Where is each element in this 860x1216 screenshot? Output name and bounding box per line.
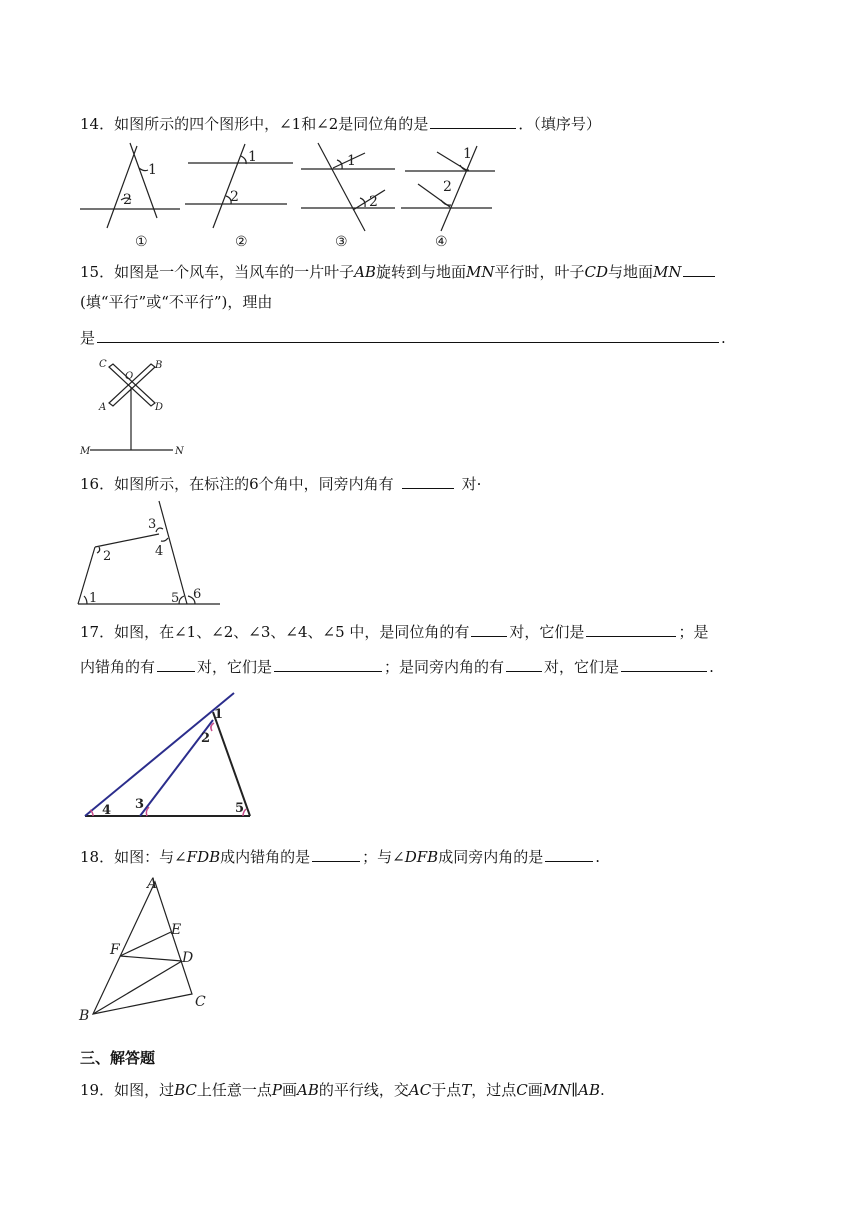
q14-answer-blank[interactable] bbox=[430, 112, 516, 129]
q17-line1: 17．如图，在∠1、∠2、∠3、∠4、∠5 中，是同位角的有 对，它们是 ；是 bbox=[80, 620, 708, 642]
svg-text:1: 1 bbox=[89, 591, 98, 606]
svg-text:5: 5 bbox=[235, 801, 245, 816]
q15-line3: 是 . bbox=[80, 326, 726, 348]
q14-fig4-label-2: 2 bbox=[443, 179, 452, 195]
q18-blank-2[interactable] bbox=[545, 845, 593, 862]
q14-fig2-label-2: 2 bbox=[230, 189, 239, 205]
q15-figure bbox=[75, 355, 195, 460]
svg-text:F: F bbox=[110, 942, 120, 958]
q17-blank-4[interactable] bbox=[274, 655, 382, 672]
q17-blank-1[interactable] bbox=[471, 620, 507, 637]
svg-text:2: 2 bbox=[103, 549, 112, 564]
q17-blank-2[interactable] bbox=[586, 620, 676, 637]
q15-line1: 15．如图是一个风车，当风车的一片叶子AB旋转到与地面MN平行时，叶子CD与地面MN bbox=[80, 260, 717, 282]
q16-answer-blank[interactable] bbox=[402, 472, 454, 489]
q14-fig1-label-1: 1 bbox=[148, 162, 157, 178]
q14-caption-1: ① bbox=[135, 234, 148, 250]
q17-figure bbox=[80, 690, 260, 822]
q14-text: 14．如图所示的四个图形中，∠1和∠2是同位角的是 ．（填序号） bbox=[80, 112, 601, 134]
q14-figures bbox=[75, 138, 500, 250]
svg-text:B: B bbox=[155, 360, 163, 371]
svg-text:D: D bbox=[182, 950, 194, 966]
q14-caption-4: ④ bbox=[435, 234, 448, 250]
q16-figure bbox=[75, 497, 225, 609]
section-3-title: 三、解答题 bbox=[80, 1049, 156, 1067]
svg-text:6: 6 bbox=[193, 587, 202, 602]
svg-text:5: 5 bbox=[171, 591, 180, 606]
q17-blank-3[interactable] bbox=[157, 655, 195, 672]
q14-fig4-label-1: 1 bbox=[463, 146, 472, 162]
q18-blank-1[interactable] bbox=[312, 845, 360, 862]
svg-text:2: 2 bbox=[201, 731, 211, 746]
svg-text:B: B bbox=[79, 1008, 90, 1024]
q17-blank-6[interactable] bbox=[621, 655, 707, 672]
q14-fig3-label-1: 1 bbox=[347, 153, 356, 169]
svg-text:E: E bbox=[171, 922, 182, 938]
svg-text:C: C bbox=[99, 359, 107, 370]
q14-fig3-label-2: 2 bbox=[369, 194, 378, 210]
q16-text: 16．如图所示，在标注的6个角中，同旁内角有 对· bbox=[80, 472, 481, 494]
svg-text:O: O bbox=[125, 371, 134, 382]
svg-text:D: D bbox=[155, 402, 164, 413]
svg-text:A: A bbox=[99, 402, 107, 413]
q14-caption-2: ② bbox=[235, 234, 248, 250]
q14-fig2-label-1: 1 bbox=[248, 149, 257, 165]
q15-line2: (填“平行”或“不平行”)，理由 bbox=[80, 293, 273, 311]
svg-text:C: C bbox=[195, 994, 206, 1010]
q14-fig1-label-2: 2 bbox=[123, 192, 132, 208]
svg-text:4: 4 bbox=[102, 803, 112, 818]
svg-text:N: N bbox=[175, 446, 184, 457]
svg-text:3: 3 bbox=[135, 797, 145, 812]
q14-caption-3: ③ bbox=[335, 234, 348, 250]
q15-reason-blank[interactable] bbox=[97, 326, 719, 343]
svg-text:A: A bbox=[147, 876, 158, 892]
q18-figure bbox=[75, 872, 215, 1024]
svg-text:1: 1 bbox=[214, 707, 224, 722]
svg-text:4: 4 bbox=[155, 544, 164, 559]
svg-text:3: 3 bbox=[148, 517, 157, 532]
q19-text: 19．如图，过BC上任意一点P画AB的平行线，交AC于点T，过点C画MN∥AB. bbox=[80, 1081, 605, 1099]
q17-blank-5[interactable] bbox=[506, 655, 542, 672]
q17-line2: 内错角的有 对，它们是 ；是同旁内角的有 对，它们是 . bbox=[80, 655, 714, 677]
q18-text: 18．如图：与∠FDB成内错角的是 ；与∠DFB成同旁内角的是 . bbox=[80, 845, 600, 867]
svg-text:M: M bbox=[80, 446, 91, 457]
q15-answer-blank-1[interactable] bbox=[683, 260, 715, 277]
